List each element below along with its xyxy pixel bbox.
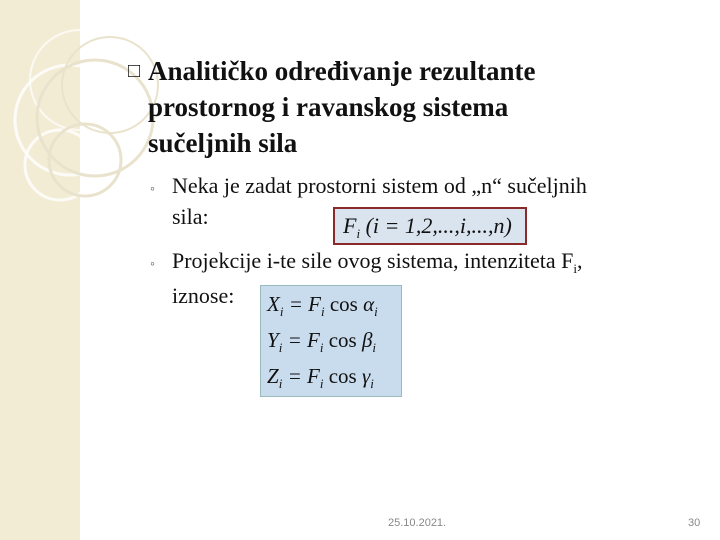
row-sub: i [278, 340, 283, 355]
title-line-1: Analitičko određivanje rezultante [148, 56, 536, 86]
row-sub2: i [319, 376, 324, 391]
bullet-text-line-2: iznose: [172, 283, 235, 308]
row-lhs: X [267, 292, 280, 316]
row-lhs: Z [267, 364, 279, 388]
row-func: cos [323, 328, 362, 352]
bullet-text-sub: i [573, 261, 578, 276]
row-sub3: i [372, 340, 377, 355]
slide-number: 30 [688, 517, 701, 529]
formula-row-x [261, 286, 401, 322]
row-mid: = F [282, 364, 320, 388]
row-angle: α [363, 292, 375, 316]
title-bullet: □ [128, 60, 141, 82]
bullet-text-tail: , [577, 248, 583, 273]
row-sub2: i [320, 304, 325, 319]
row-sub: i [279, 304, 284, 319]
formula-force-set [333, 207, 527, 245]
formula-range: (i = 1,2,...,i,...,n) [365, 213, 512, 238]
row-angle: β [361, 328, 373, 352]
row-sub: i [278, 376, 283, 391]
bullet-item-2 [150, 247, 710, 309]
bullet-text-line-1: Projekcije i-te sile ovog sistema, intenziteta F [172, 248, 574, 273]
row-mid: = F [283, 292, 321, 316]
formula-projections [260, 285, 402, 397]
row-angle: γ [361, 364, 371, 388]
formula-row-z [261, 358, 401, 394]
row-func: cos [324, 292, 364, 316]
bullet-marker: ◦ [150, 182, 155, 197]
title-line-3: sučeljnih sila [148, 128, 298, 158]
slide-title [128, 53, 688, 161]
row-func: cos [323, 364, 362, 388]
bullet-text-line-1: Neka je zadat prostorni sistem od „n“ sučeljnih [172, 173, 587, 198]
row-mid: = F [282, 328, 320, 352]
row-sub3: i [370, 376, 374, 391]
bullet-text-line-2: sila: [172, 204, 209, 229]
row-sub2: i [319, 340, 324, 355]
formula-F: F [343, 213, 357, 238]
title-line-2: prostornog i ravanskog sistema [148, 92, 509, 122]
formula-row-y [261, 322, 401, 358]
bullet-marker: ◦ [150, 257, 155, 272]
row-sub3: i [374, 304, 378, 319]
row-lhs: Y [267, 328, 279, 352]
footer-date: 25.10.2021. [388, 517, 447, 529]
formula-F-sub: i [356, 226, 361, 241]
